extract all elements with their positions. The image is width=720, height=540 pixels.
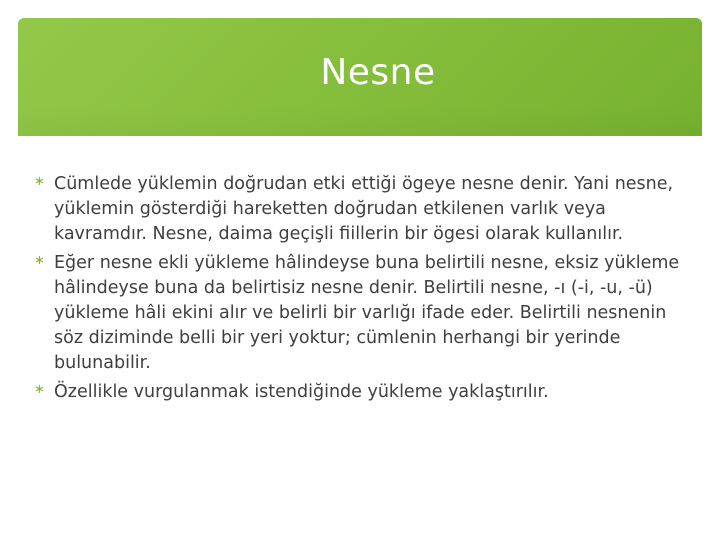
asterisk-icon: ∗	[34, 382, 45, 397]
slide-title: Nesne	[320, 52, 436, 93]
bullet-text: Cümlede yüklemin doğrudan etki ettiği ögeye nesne denir. Yani nesne, yüklemin gösterdiği hareketten doğrudan etkilenen varlık veya kavramdır. Nesne, daima geçişli fiillerin bir ögesi olarak kullanılır.	[54, 174, 674, 244]
bullet-item	[34, 380, 694, 405]
asterisk-icon: ∗	[34, 253, 45, 268]
bullet-list	[34, 172, 694, 409]
asterisk-icon: ∗	[34, 174, 45, 189]
bullet-text: Eğer nesne ekli yükleme hâlindeyse buna belirtili nesne, eksiz yükleme hâlindeyse buna da belirtisiz nesne denir. Belirtili nesne, -ı (-i, -u, -ü) yükleme hâli ekini alır ve belirli bir varlığı ifade eder. Belirtili nesnenin söz diziminde belli bir yeri yoktur; cümlenin herhangi bir yerinde bulunabilir.	[54, 253, 680, 373]
bullet-text: Özellikle vurgulanmak istendiğinde yükleme yaklaştırılır.	[54, 382, 549, 402]
bullet-item	[34, 172, 694, 247]
bullet-item	[34, 251, 694, 376]
